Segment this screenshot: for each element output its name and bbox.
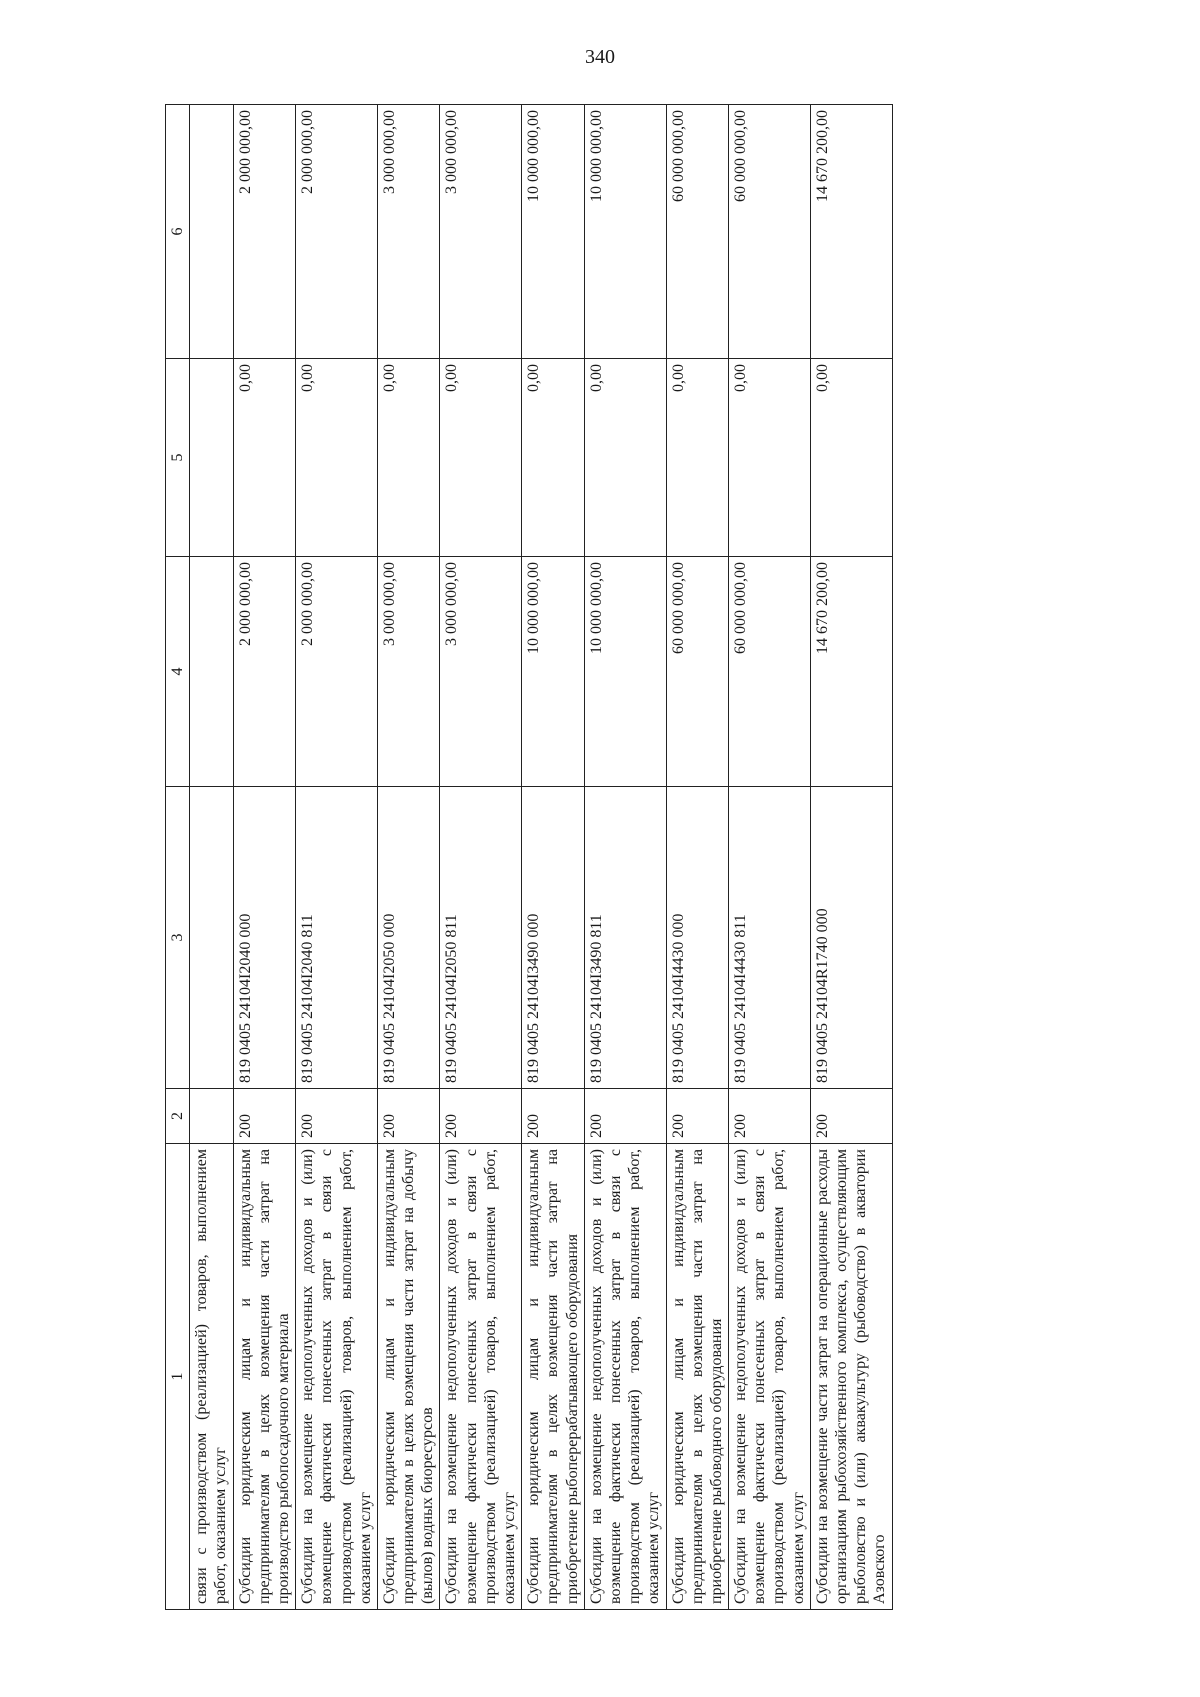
row-budget-code: 819 0405 24104I4430 000 <box>666 787 729 1089</box>
row-col4: 60 000 000,00 <box>729 557 811 787</box>
row-col6: 60 000 000,00 <box>666 105 729 359</box>
row-col5: 0,00 <box>584 359 666 557</box>
row-col6: 2 000 000,00 <box>296 105 378 359</box>
row-col4: 60 000 000,00 <box>666 557 729 787</box>
table-row <box>233 105 296 1610</box>
row-col6: 60 000 000,00 <box>729 105 811 359</box>
row-col5: 0,00 <box>296 359 378 557</box>
row-budget-code: 819 0405 24104I4430 811 <box>729 787 811 1089</box>
row-col5: 0,00 <box>522 359 585 557</box>
row-col6: 14 670 200,00 <box>810 105 892 359</box>
header-col-6: 6 <box>166 105 190 359</box>
row-col2 <box>190 1089 233 1144</box>
row-col2: 200 <box>296 1089 378 1144</box>
row-col4: 3 000 000,00 <box>377 557 440 787</box>
row-col6: 3 000 000,00 <box>440 105 522 359</box>
row-budget-code: 819 0405 24104R1740 000 <box>810 787 892 1089</box>
row-col5: 0,00 <box>729 359 811 557</box>
page-number: 340 <box>585 46 615 68</box>
row-budget-code: 819 0405 24104I2040 811 <box>296 787 378 1089</box>
row-col4: 2 000 000,00 <box>296 557 378 787</box>
row-description: Субсидии на возмещение недополученных доходов и (или) возмещение фактически понесенных затрат в связи с производством (реализацией) товаров, выполнением работ, оказанием услуг <box>584 1144 666 1610</box>
row-col5: 0,00 <box>810 359 892 557</box>
row-col2: 200 <box>233 1089 296 1144</box>
header-col-3: 3 <box>166 787 190 1089</box>
row-col2: 200 <box>440 1089 522 1144</box>
header-col-1: 1 <box>166 1144 190 1610</box>
header-col-2: 2 <box>166 1089 190 1144</box>
table-header-row <box>166 105 190 1610</box>
row-col4: 10 000 000,00 <box>522 557 585 787</box>
row-budget-code <box>190 787 233 1089</box>
row-col2: 200 <box>584 1089 666 1144</box>
row-description: Субсидии на возмещение недополученных доходов и (или) возмещение фактически понесенных затрат в связи с производством (реализацией) товаров, выполнением работ, оказанием услуг <box>729 1144 811 1610</box>
row-description: Субсидии юридическим лицам и индивидуальным предпринимателям в целях возмещения части затрат на приобретение рыбоперерабатывающего оборудования <box>522 1144 585 1610</box>
table-row <box>296 105 378 1610</box>
row-col5: 0,00 <box>377 359 440 557</box>
row-col4: 3 000 000,00 <box>440 557 522 787</box>
row-description: Субсидии юридическим лицам и индивидуальным предпринимателям в целях возмещения части затрат на добычу (вылов) водных биоресурсов <box>377 1144 440 1610</box>
row-budget-code: 819 0405 24104I2040 000 <box>233 787 296 1089</box>
table-row <box>584 105 666 1610</box>
row-description: связи с производством (реализацией) товаров, выполнением работ, оказанием услуг <box>190 1144 233 1610</box>
table-row <box>440 105 522 1610</box>
row-col2: 200 <box>377 1089 440 1144</box>
row-col4: 14 670 200,00 <box>810 557 892 787</box>
row-col2: 200 <box>522 1089 585 1144</box>
row-col4 <box>190 557 233 787</box>
budget-table <box>165 104 893 1610</box>
row-budget-code: 819 0405 24104I3490 811 <box>584 787 666 1089</box>
rotated-table-container <box>165 105 1037 1610</box>
row-col5: 0,00 <box>233 359 296 557</box>
row-col6: 10 000 000,00 <box>522 105 585 359</box>
row-col5 <box>190 359 233 557</box>
table-row <box>729 105 811 1610</box>
row-col6: 10 000 000,00 <box>584 105 666 359</box>
row-description: Субсидии на возмещение недополученных доходов и (или) возмещение фактически понесенных затрат в связи с производством (реализацией) товаров, выполнением работ, оказанием услуг <box>296 1144 378 1610</box>
row-budget-code: 819 0405 24104I2050 000 <box>377 787 440 1089</box>
table-row <box>522 105 585 1610</box>
row-col5: 0,00 <box>440 359 522 557</box>
row-col4: 2 000 000,00 <box>233 557 296 787</box>
table-row <box>810 105 892 1610</box>
row-budget-code: 819 0405 24104I3490 000 <box>522 787 585 1089</box>
row-col2: 200 <box>666 1089 729 1144</box>
table-row <box>666 105 729 1610</box>
row-col6: 3 000 000,00 <box>377 105 440 359</box>
row-col2: 200 <box>810 1089 892 1144</box>
row-description: Субсидии юридическим лицам и индивидуальным предпринимателям в целях возмещения части затрат на производство рыбопосадочного материала <box>233 1144 296 1610</box>
header-col-5: 5 <box>166 359 190 557</box>
row-description: Субсидии на возмещение части затрат на операционные расходы организациям рыбохозяйственного комплекса, осуществляющим рыболовство и (или) аквакультуру (рыбоводство) в акватории Азовского <box>810 1144 892 1610</box>
row-budget-code: 819 0405 24104I2050 811 <box>440 787 522 1089</box>
row-description: Субсидии на возмещение недополученных доходов и (или) возмещение фактически понесенных затрат в связи с производством (реализацией) товаров, выполнением работ, оказанием услуг <box>440 1144 522 1610</box>
row-col4: 10 000 000,00 <box>584 557 666 787</box>
row-col5: 0,00 <box>666 359 729 557</box>
table-row <box>377 105 440 1610</box>
row-col2: 200 <box>729 1089 811 1144</box>
header-col-4: 4 <box>166 557 190 787</box>
table-row <box>190 105 233 1610</box>
row-col6 <box>190 105 233 359</box>
row-description: Субсидии юридическим лицам и индивидуальным предпринимателям в целях возмещения части затрат на приобретение рыбоводного оборудования <box>666 1144 729 1610</box>
row-col6: 2 000 000,00 <box>233 105 296 359</box>
